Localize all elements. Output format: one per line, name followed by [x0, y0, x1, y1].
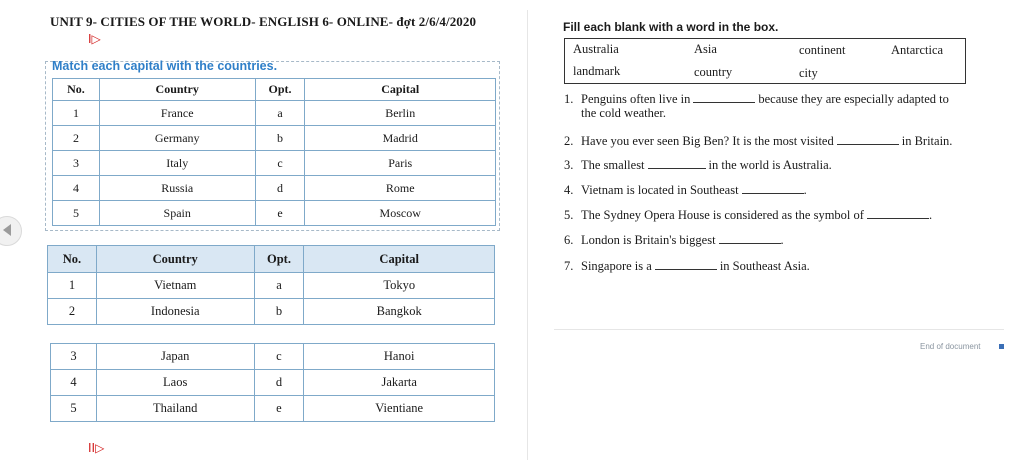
cell-country: Laos: [96, 370, 254, 396]
question-text-after: .: [803, 183, 807, 197]
match-table-2: [47, 245, 495, 325]
cell-country: Indonesia: [96, 299, 254, 325]
end-of-document-label: End of document: [920, 342, 981, 351]
section-marker-2: II▷: [88, 441, 105, 455]
match-table-1: [52, 78, 496, 226]
cell-country: Italy: [99, 151, 255, 176]
question-text-before: Vietnam is located in Southeast: [581, 183, 739, 197]
question-3: [564, 157, 832, 173]
cell-country: Thailand: [96, 396, 254, 422]
answer-blank[interactable]: [837, 133, 899, 145]
question-text-after: .: [780, 233, 784, 247]
table-header-row: [48, 246, 495, 273]
cell-country: Germany: [99, 126, 255, 151]
header-capital: Capital: [304, 246, 495, 273]
answer-blank[interactable]: [655, 258, 717, 270]
fill-heading: Fill each blank with a word in the box.: [563, 20, 779, 34]
cell-opt: b: [255, 126, 305, 151]
cell-country: Japan: [96, 344, 254, 370]
cell-country: Vietnam: [96, 273, 254, 299]
word-box-item: continent: [799, 43, 846, 57]
question-text-before: Singapore is a: [581, 259, 652, 273]
question-number: 7.: [564, 259, 574, 273]
question-number: 1.: [564, 92, 574, 106]
cell-no: 5: [53, 201, 100, 226]
section-marker-1: I▷: [88, 32, 101, 46]
word-box-item: city: [799, 66, 818, 80]
match-heading: Match each capital with the countries.: [52, 59, 278, 73]
cell-no: 1: [53, 101, 100, 126]
answer-blank[interactable]: [693, 91, 755, 103]
cell-capital: Hanoi: [304, 344, 495, 370]
cell-capital: Berlin: [305, 101, 496, 126]
question-text-after: in Britain.: [901, 134, 953, 148]
question-4: [564, 182, 807, 198]
question-number: 5.: [564, 208, 574, 222]
header-capital: Capital: [305, 79, 496, 101]
header-country: Country: [96, 246, 254, 273]
cell-capital: Rome: [305, 176, 496, 201]
question-number: 6.: [564, 233, 574, 247]
cell-capital: Jakarta: [304, 370, 495, 396]
header-country: Country: [99, 79, 255, 101]
match-table-3: [50, 343, 495, 422]
cell-opt: a: [254, 273, 304, 299]
table-row: [51, 370, 495, 396]
table-row: [53, 126, 496, 151]
cell-country: Russia: [99, 176, 255, 201]
question-text-before: The smallest: [581, 158, 645, 172]
question-text-after: in Southeast Asia.: [719, 259, 810, 273]
table-row: [48, 299, 495, 325]
cell-opt: c: [255, 151, 305, 176]
answer-blank[interactable]: [648, 157, 706, 169]
cell-no: 4: [53, 176, 100, 201]
question-text-after: because they are especially adapted to: [758, 92, 949, 106]
end-square-icon: [999, 344, 1004, 349]
section-divider: [554, 329, 1004, 330]
cell-capital: Paris: [305, 151, 496, 176]
cell-no: 2: [48, 299, 97, 325]
cell-opt: b: [254, 299, 304, 325]
question-text-before: The Sydney Opera House is considered as the symbol of: [581, 208, 864, 222]
cell-no: 5: [51, 396, 97, 422]
header-opt: Opt.: [254, 246, 304, 273]
question-number: 3.: [564, 158, 574, 172]
cell-capital: Madrid: [305, 126, 496, 151]
word-box-item: Australia: [573, 42, 619, 56]
word-box-item: Antarctica: [891, 43, 944, 57]
cell-capital: Bangkok: [304, 299, 495, 325]
cell-opt: e: [254, 396, 304, 422]
table-row: [48, 273, 495, 299]
question-1-continued: the cold weather.: [581, 106, 667, 120]
table-row: [51, 396, 495, 422]
cell-capital: Tokyo: [304, 273, 495, 299]
table-row: [53, 176, 496, 201]
table-row: [53, 101, 496, 126]
word-box-item: Asia: [694, 42, 717, 56]
table-row: [51, 344, 495, 370]
cell-capital: Moscow: [305, 201, 496, 226]
cell-no: 2: [53, 126, 100, 151]
question-7: [564, 258, 810, 274]
cell-no: 1: [48, 273, 97, 299]
page-divider: [527, 10, 528, 460]
cell-no: 3: [51, 344, 97, 370]
arrow-left-icon[interactable]: [3, 224, 11, 236]
cell-country: Spain: [99, 201, 255, 226]
question-number: 4.: [564, 183, 574, 197]
question-2: [564, 133, 952, 149]
header-opt: Opt.: [255, 79, 305, 101]
cell-no: 4: [51, 370, 97, 396]
header-no: No.: [53, 79, 100, 101]
word-box: [564, 38, 966, 84]
cell-capital: Vientiane: [304, 396, 495, 422]
question-text-before: Have you ever seen Big Ben? It is the most visited: [581, 134, 834, 148]
cell-country: France: [99, 101, 255, 126]
table-row: [53, 201, 496, 226]
answer-blank[interactable]: [867, 207, 929, 219]
cell-no: 3: [53, 151, 100, 176]
cell-opt: d: [255, 176, 305, 201]
header-no: No.: [48, 246, 97, 273]
question-text-after: in the world is Australia.: [708, 158, 832, 172]
document-title: UNIT 9- CITIES OF THE WORLD- ENGLISH 6- ONLINE- đợt 2/6/4/2020: [50, 14, 477, 29]
table-row: [53, 151, 496, 176]
cell-opt: e: [255, 201, 305, 226]
cell-opt: a: [255, 101, 305, 126]
cell-opt: c: [254, 344, 304, 370]
question-5: [564, 207, 932, 223]
cell-opt: d: [254, 370, 304, 396]
question-number: 2.: [564, 134, 574, 148]
question-6: [564, 232, 784, 248]
question-text-after: .: [928, 208, 933, 222]
table-header-row: [53, 79, 496, 101]
word-box-item: country: [694, 65, 733, 79]
answer-blank[interactable]: [742, 182, 804, 194]
question-text-before: Penguins often live in: [581, 92, 691, 106]
question-1: [564, 91, 949, 107]
answer-blank[interactable]: [719, 232, 781, 244]
word-box-item: landmark: [573, 64, 621, 78]
question-text-before: London is Britain's biggest: [581, 233, 716, 247]
